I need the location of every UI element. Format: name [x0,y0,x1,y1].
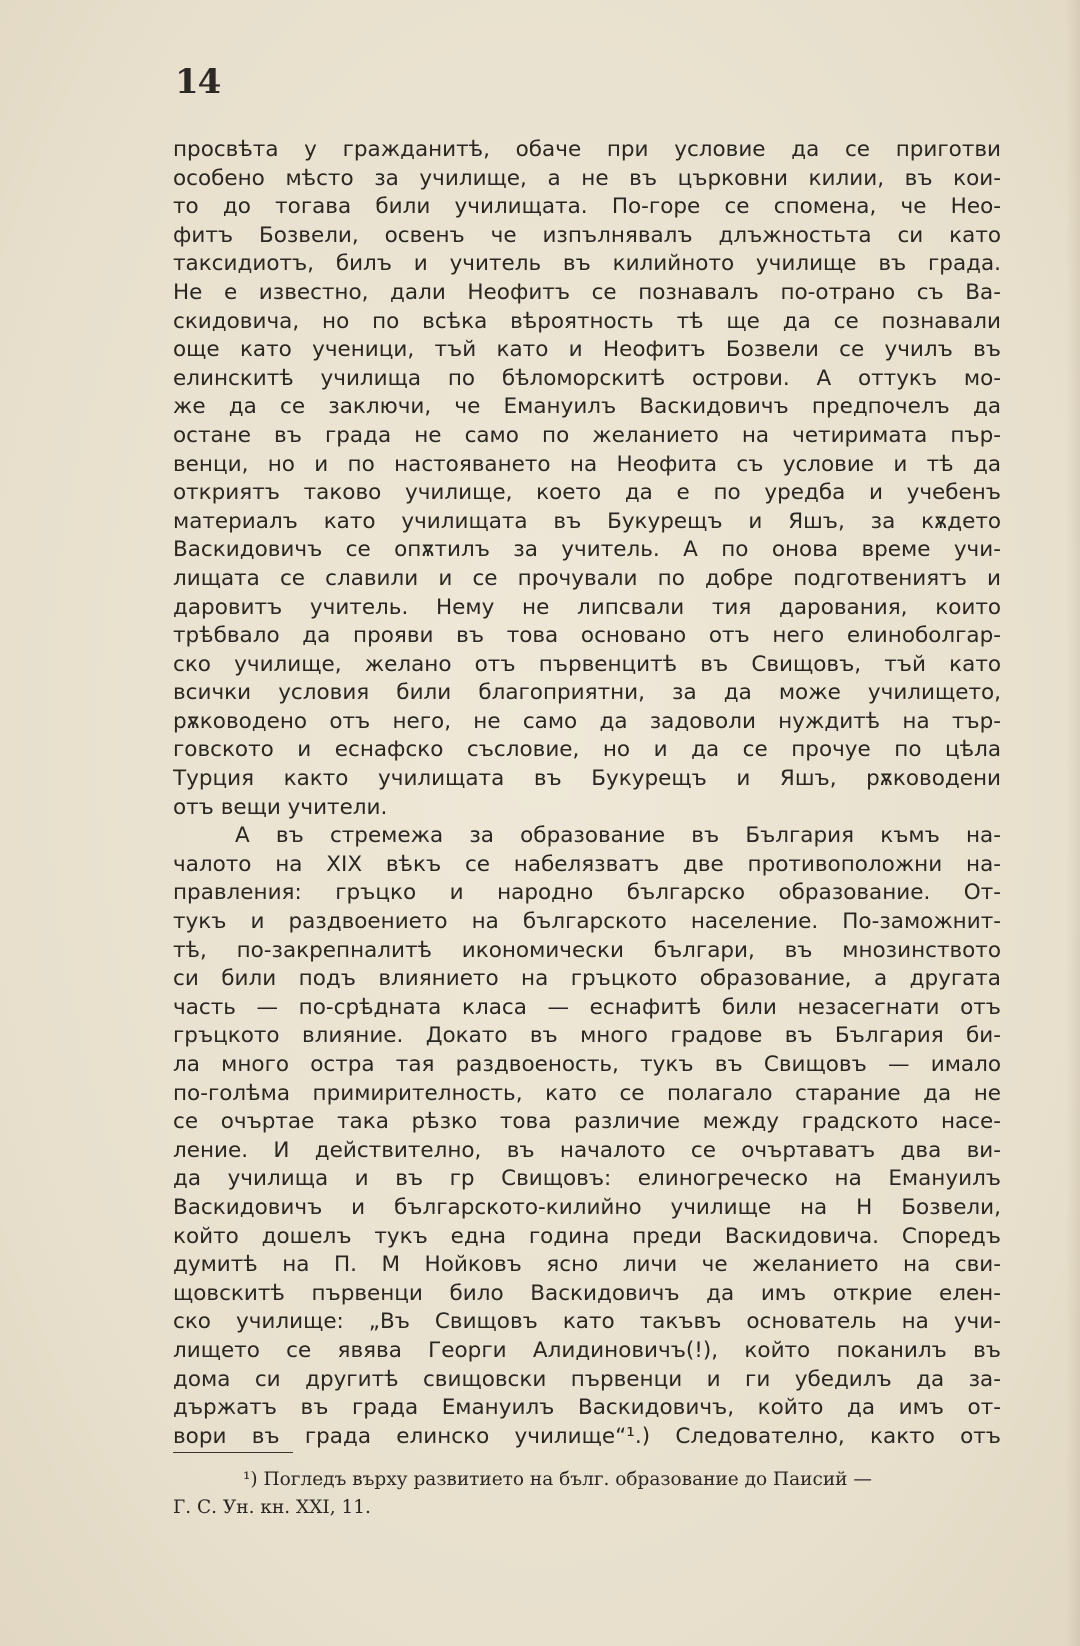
main-text [173,136,1001,1451]
text-line: Не е известно, дали Неофитъ се познавалъ по-отрано съ Ва- [173,279,1001,305]
text-line: си били подъ влиянието на гръцкото образование, а другата [173,966,1001,992]
text-line: дома си другитѣ свищовски първенци и ги убедилъ да за- [173,1366,1001,1392]
text-line-paragraph-start: А въ стремежа за образование въ България къмъ на- [235,823,1001,849]
text-line: тукъ и раздвоението на българското население. По-заможнит- [173,909,1001,935]
text-line: говското и еснафско съсловие, но и да се прочуе по цѣла [173,737,1001,763]
text-line: лищата се славили и се прочували по добре подготвениятъ и [173,565,1001,591]
text-line: се очъртае така рѣзко това различие между градското насе- [173,1109,1001,1135]
text-line: венци, но и по настояването на Неофита съ условие и тѣ да [173,451,1001,477]
text-line: правления: гръцко и народно българско образование. От- [173,880,1001,906]
page-number: 14 [175,62,221,102]
text-line: таксидиотъ, билъ и учитель въ килийното училище въ града. [173,251,1001,277]
text-line: всички условия били благоприятни, за да може училището, [173,680,1001,706]
text-line: остане въ града не само по желанието на четиримата пър- [173,422,1001,448]
text-line: гръцкото влияние. Докато въ много градове въ България би- [173,1023,1001,1049]
text-line: фитъ Бозвели, освенъ че изпълнявалъ длъжностьта си като [173,222,1001,248]
text-line: Васкидовичъ и българското-килийно училище на Н Бозвели, [173,1194,1001,1220]
text-line: лището се явява Георги Алидиновичъ(!), който поканилъ въ [173,1337,1001,1363]
text-line: скидовича, но по всѣка вѣроятность тѣ ще да се познавали [173,308,1001,334]
page-edge-shadow [1066,0,1080,1646]
text-line: Васкидовичъ се опѫтилъ за учитель. А по онова време учи- [173,537,1001,563]
text-line: чалото на XIX вѣкъ се набелязватъ две противоположни на- [173,851,1001,877]
text-line: просвѣта у гражданитѣ, обаче при условие да се приготви [173,137,1001,162]
text-line: тѣ, по-закрепналитѣ икономически българи, въ мнозинството [173,937,1001,963]
text-line: по-голѣма примирителность, като се полагало старание да не [173,1080,1001,1106]
text-line: особено мѣсто за училище, а не въ църковни килии, въ кои- [173,165,1001,191]
text-line: ско училище: „Въ Свищовъ като такъвъ основатель на учи- [173,1309,1001,1335]
footnote-line: ¹) Погледъ върху развитието на бълг. образование до Паисий — [243,1469,872,1490]
text-line: държатъ въ града Емануилъ Васкидовичъ, който да имъ от- [173,1395,1001,1421]
text-line: ление. И действително, въ началото се очъртаватъ два ви- [173,1137,1001,1163]
text-line-paragraph-end: отъ вещи учители. [173,794,388,820]
footnote-line: Г. С. Ун. кн. XXI, 11. [173,1497,371,1518]
text-line: рѫководено отъ него, не само да задоволи нуждитѣ на тър- [173,708,1001,734]
text-line: който дошелъ тукъ една година преди Васкидовича. Споредъ [173,1223,1001,1249]
text-line: елинскитѣ училища по бѣломорскитѣ острови. А оттукъ мо- [173,365,1001,391]
text-line: часть — по-срѣдната класа — еснафитѣ били незасегнати отъ [173,994,1001,1020]
text-line: ско училище, желано отъ първенцитѣ въ Свищовъ, тъй като [173,651,1001,677]
text-line: Турция както училищата въ Букурещъ и Яшъ, рѫководени [173,766,1001,792]
text-line: откриятъ таково училище, което да е по уредба и учебенъ [173,480,1001,506]
text-line: даровитъ учитель. Нему не липсвали тия дарования, които [173,594,1001,620]
text-line: думитѣ на П. М Нойковъ ясно личи че желанието на сви- [173,1252,1001,1278]
text-line: трѣбвало да прояви въ това основано отъ него елиноболгар- [173,623,1001,649]
text-line: то до тогава били училищата. По-горе се спомена, че Нео- [173,194,1001,220]
footnote-divider [173,1452,293,1453]
text-line: же да се заключи, че Емануилъ Васкидовичъ предпочелъ да [173,394,1001,420]
text-line: да училища и въ гр Свищовъ: елиногреческо на Емануилъ [173,1166,1001,1192]
text-line: ла много остра тая раздвоеность, тукъ въ Свищовъ — имало [173,1052,1001,1077]
text-line: още като ученици, тъй като и Неофитъ Бозвели се училъ въ [173,337,1001,363]
footnotes [173,1466,1001,1522]
text-line: вори въ града елинско училище“¹.) Следователно, както отъ [173,1423,1001,1449]
text-line: щовскитѣ първенци било Васкидовичъ да имъ открие елен- [173,1280,1001,1306]
text-line: материалъ като училищата въ Букурещъ и Яшъ, за кѫдето [173,508,1001,534]
